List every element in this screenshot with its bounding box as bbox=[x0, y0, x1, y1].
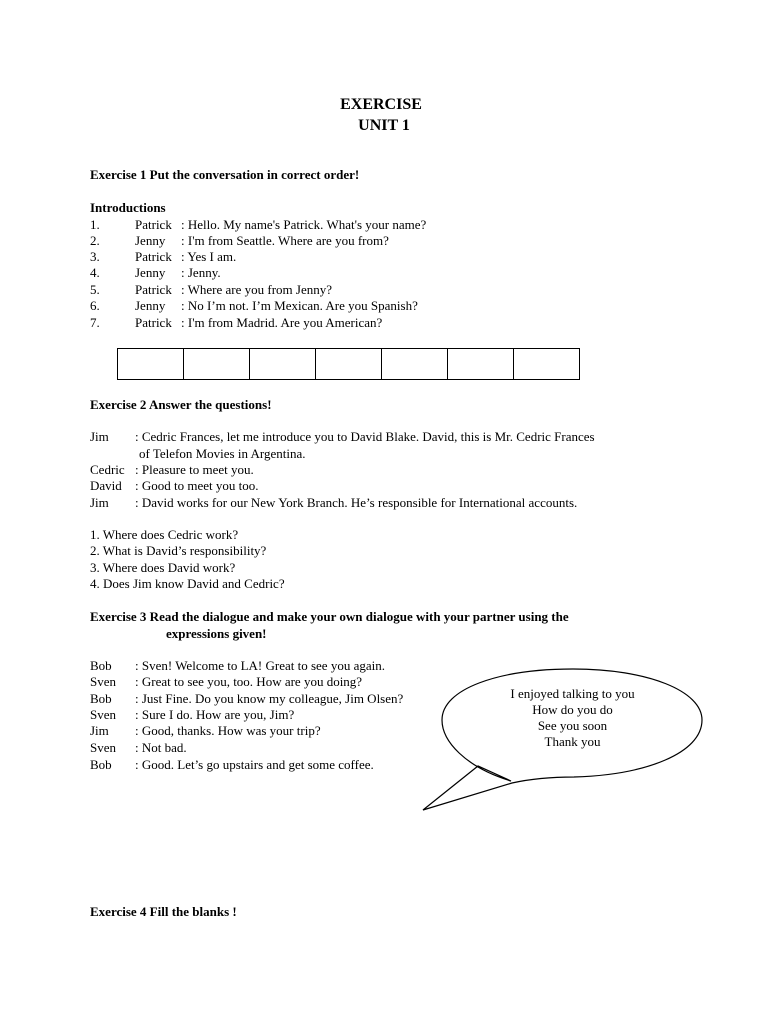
dialogue-text: : David works for our New York Branch. He’s responsible for International accounts. bbox=[135, 495, 578, 510]
line-text: : Where are you from Jenny? bbox=[181, 282, 333, 297]
answer-cell[interactable] bbox=[514, 348, 580, 380]
answer-cell[interactable] bbox=[184, 348, 250, 380]
page-subtitle: UNIT 1 bbox=[358, 117, 410, 134]
expression-item: Thank you bbox=[544, 734, 601, 749]
line-speaker: Jenny bbox=[135, 298, 166, 313]
dialogue-speaker: Sven bbox=[90, 740, 116, 755]
exercise-3-heading-continued: expressions given! bbox=[166, 626, 267, 641]
answer-cell[interactable] bbox=[117, 348, 184, 380]
expression-item: See you soon bbox=[537, 718, 608, 733]
line-number: 3. bbox=[90, 249, 100, 264]
dialogue-text: of Telefon Movies in Argentina. bbox=[139, 446, 306, 461]
dialogue-speaker: Cedric bbox=[90, 462, 125, 477]
dialogue-speaker: Bob bbox=[90, 658, 112, 673]
exercise-1-subheading: Introductions bbox=[90, 200, 166, 215]
exercise-1-heading: Exercise 1 Put the conversation in correct order! bbox=[90, 167, 360, 182]
line-number: 5. bbox=[90, 282, 100, 297]
line-speaker: Jenny bbox=[135, 233, 166, 248]
question-item: 1. Where does Cedric work? bbox=[90, 527, 239, 542]
dialogue-speaker: Sven bbox=[90, 674, 116, 689]
line-speaker: Patrick bbox=[135, 282, 172, 297]
expression-item: How do you do bbox=[532, 702, 613, 717]
line-text: : No I’m not. I’m Mexican. Are you Spanish? bbox=[181, 298, 418, 313]
exercise-4-heading: Exercise 4 Fill the blanks ! bbox=[90, 904, 237, 919]
dialogue-speaker: Jim bbox=[90, 723, 109, 738]
line-speaker: Jenny bbox=[135, 265, 166, 280]
page-title: EXERCISE bbox=[340, 96, 422, 113]
expression-item: I enjoyed talking to you bbox=[510, 686, 635, 701]
line-number: 1. bbox=[90, 217, 100, 232]
line-speaker: Patrick bbox=[135, 217, 172, 232]
dialogue-speaker: Jim bbox=[90, 495, 109, 510]
question-item: 3. Where does David work? bbox=[90, 560, 236, 575]
dialogue-text: : Great to see you, too. How are you doing? bbox=[135, 674, 363, 689]
dialogue-text: : Just Fine. Do you know my colleague, Jim Olsen? bbox=[135, 691, 404, 706]
dialogue-text: : Pleasure to meet you. bbox=[135, 462, 254, 477]
line-number: 4. bbox=[90, 265, 100, 280]
exercise-3-heading: Exercise 3 Read the dialogue and make your own dialogue with your partner using the bbox=[90, 609, 569, 624]
dialogue-speaker: Sven bbox=[90, 707, 116, 722]
question-item: 2. What is David’s responsibility? bbox=[90, 543, 267, 558]
dialogue-speaker: David bbox=[90, 478, 122, 493]
answer-cell[interactable] bbox=[316, 348, 382, 380]
dialogue-text: : Sure I do. How are you, Jim? bbox=[135, 707, 295, 722]
dialogue-text: : Good to meet you too. bbox=[135, 478, 259, 493]
answer-cell[interactable] bbox=[448, 348, 514, 380]
dialogue-text: : Good. Let’s go upstairs and get some coffee. bbox=[135, 757, 374, 772]
dialogue-speaker: Bob bbox=[90, 691, 112, 706]
line-text: : I'm from Seattle. Where are you from? bbox=[181, 233, 389, 248]
line-text: : I'm from Madrid. Are you American? bbox=[181, 315, 383, 330]
dialogue-text: : Not bad. bbox=[135, 740, 187, 755]
dialogue-speaker: Bob bbox=[90, 757, 112, 772]
answer-order-grid bbox=[117, 348, 580, 380]
line-speaker: Patrick bbox=[135, 249, 172, 264]
exercise-2-heading: Exercise 2 Answer the questions! bbox=[90, 397, 272, 412]
line-number: 6. bbox=[90, 298, 100, 313]
line-number: 2. bbox=[90, 233, 100, 248]
dialogue-speaker: Jim bbox=[90, 429, 109, 444]
speech-bubble-text bbox=[470, 686, 675, 750]
dialogue-text: : Sven! Welcome to LA! Great to see you again. bbox=[135, 658, 385, 673]
line-text: : Hello. My name's Patrick. What's your name? bbox=[181, 217, 427, 232]
question-item: 4. Does Jim know David and Cedric? bbox=[90, 576, 285, 591]
dialogue-text: : Good, thanks. How was your trip? bbox=[135, 723, 321, 738]
dialogue-text: : Cedric Frances, let me introduce you to David Blake. David, this is Mr. Cedric Frances bbox=[135, 429, 595, 444]
line-text: : Jenny. bbox=[181, 265, 221, 280]
line-text: : Yes I am. bbox=[181, 249, 237, 264]
line-number: 7. bbox=[90, 315, 100, 330]
answer-cell[interactable] bbox=[250, 348, 316, 380]
line-speaker: Patrick bbox=[135, 315, 172, 330]
answer-cell[interactable] bbox=[382, 348, 448, 380]
